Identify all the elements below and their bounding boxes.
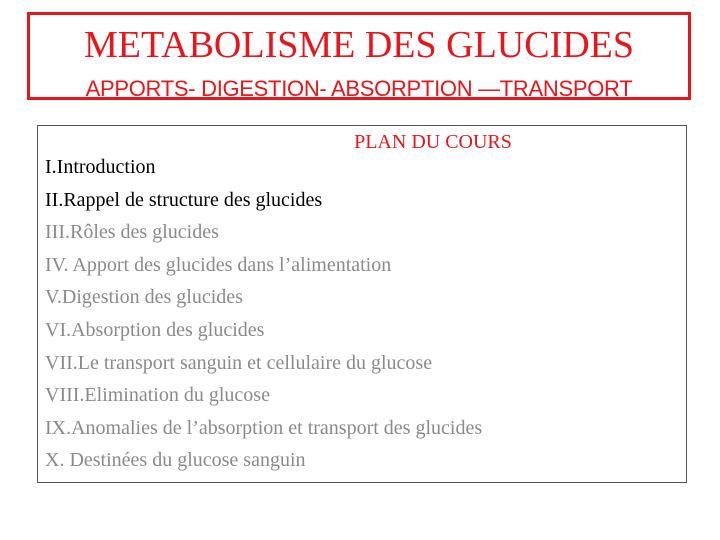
plan-item-anomalies: IX.Anomalies de l’absorption et transport des glucides xyxy=(45,416,483,439)
plan-item-dietary-intake: IV. Apport des glucides dans l’alimentation xyxy=(45,253,392,276)
plan-item-blood-glucose-fate: X. Destinées du glucose sanguin xyxy=(45,449,306,472)
plan-item-structure-recall: II.Rappel de structure des glucides xyxy=(45,188,323,211)
slide-subtitle: APPORTS- DIGESTION- ABSORPTION —TRANSPORT xyxy=(85,76,633,101)
course-plan-box xyxy=(37,125,687,483)
plan-item-roles: III.Rôles des glucides xyxy=(45,221,219,244)
plan-list xyxy=(45,151,482,477)
slide-title: METABOLISME DES GLUCIDES xyxy=(83,24,635,66)
plan-item-elimination: VIII.Elimination du glucose xyxy=(45,384,270,407)
plan-item-digestion: V.Digestion des glucides xyxy=(45,286,243,309)
plan-title: PLAN DU COURS xyxy=(354,131,512,153)
plan-item-absorption: VI.Absorption des glucides xyxy=(45,318,265,341)
plan-item-transport: VII.Le transport sanguin et cellulaire du glucose xyxy=(45,351,433,374)
plan-item-introduction: I.Introduction xyxy=(45,156,156,178)
title-box xyxy=(27,12,691,100)
